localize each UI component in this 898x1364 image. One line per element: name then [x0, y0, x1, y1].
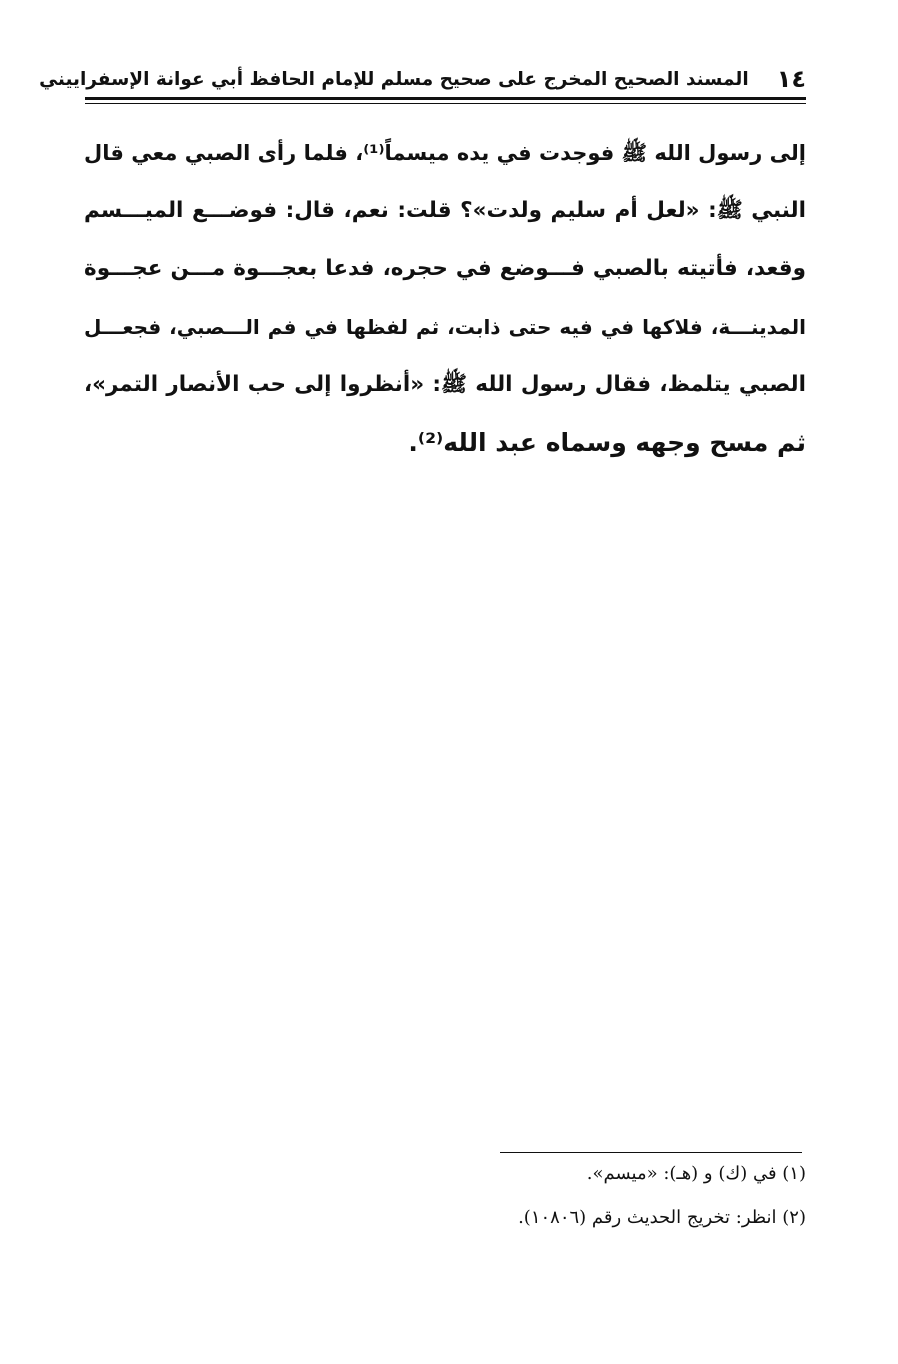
text-line: إلى رسول الله ﷺ فوجدت في يده ميسماً⁽¹⁾، فلما رأى الصبي معي قال	[84, 141, 807, 165]
text-line: النبي ﷺ: «لعل أم سليم ولدت»؟ قلت: نعم، قال: فوضـــع الميـــسم	[84, 198, 806, 223]
running-title: المسند الصحيح المخرج على صحيح مسلم للإمام الحافظ أبي عوانة الإسفراييني	[39, 68, 749, 90]
page-header	[39, 60, 806, 98]
text-line: الصبي يتلمظ، فقال رسول الله ﷺ: «أنظروا إلى حب الأنصار التمر»،	[84, 372, 806, 397]
text-line: ثم مسح وجهه وسماه عبد الله⁽²⁾.	[408, 428, 806, 457]
footnotes	[206, 1152, 806, 1240]
header-rule	[85, 97, 806, 100]
body-text	[84, 124, 806, 472]
text-line: وقعد، فأتيته بالصبي فـــوضع في حجره، فدعا بعجـــوة مـــن عجـــوة	[84, 256, 806, 281]
page-number: ١٤	[776, 65, 806, 93]
header-rule-thin	[85, 103, 806, 104]
footnote-1: (١) في (ك) و (هـ): «ميسم».	[586, 1163, 806, 1184]
footnote-2: (٢) انظر: تخريج الحديث رقم (١٠٨٠٦).	[518, 1207, 806, 1228]
text-line: المدينـــة، فلاكها في فيه حتى ذابت، ثم لفظها في فم الـــصبي، فجعـــل	[84, 315, 806, 339]
